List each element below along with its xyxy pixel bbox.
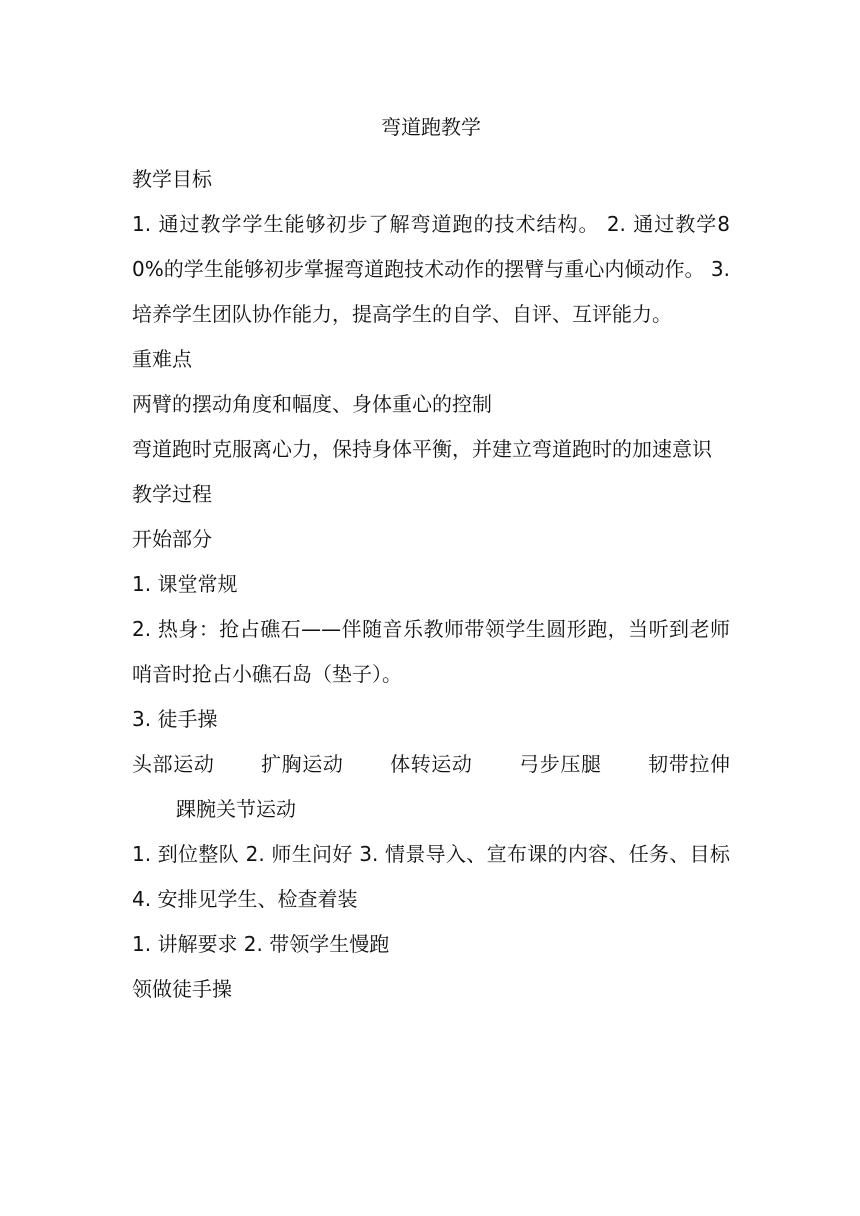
start-item-3: 3. 徒手操: [132, 707, 218, 731]
start-item-2: 2. 热身：抢占礁石——伴随音乐教师带领学生圆形跑，当听到老师哨音时抢占小礁石岛（垫子）。: [132, 617, 730, 686]
start-heading: 开始部分: [132, 527, 212, 551]
student-steps: 1. 讲解要求 2. 带领学生慢跑: [132, 932, 390, 956]
key-points-heading: 重难点: [132, 347, 192, 371]
goals-heading: 教学目标: [132, 167, 212, 191]
document-page: [132, 112, 730, 1012]
exercise-1: 头部运动: [132, 752, 215, 776]
exercise-6: 踝腕关节运动: [176, 797, 296, 821]
exercise-4: 弓步压腿: [518, 752, 602, 776]
key-point-2: 弯道跑时克服离心力，保持身体平衡，并建立弯道跑时的加速意识: [132, 437, 712, 461]
goals-paragraph: 1. 通过教学学生能够初步了解弯道跑的技术结构。 2. 通过教学80%的学生能够初步掌握弯道跑技术动作的摆臂与重心内倾动作。 3. 培养学生团队协作能力，提高学生的自学、自评、互评能力。: [132, 212, 730, 326]
key-point-1: 两臂的摆动角度和幅度、身体重心的控制: [132, 392, 492, 416]
start-item-1: 1. 课堂常规: [132, 572, 238, 596]
exercise-5: 韧带拉伸: [647, 752, 731, 776]
teacher-steps: 1. 到位整队 2. 师生问好 3. 情景导入、宣布课的内容、任务、目标 4. 安排见学生、检查着装: [132, 842, 730, 911]
lead-exercise: 领做徒手操: [132, 977, 232, 1001]
document-title: 弯道跑教学: [381, 115, 481, 139]
exercise-2: 扩胸运动: [260, 752, 344, 776]
process-heading: 教学过程: [132, 482, 212, 506]
exercise-3: 体转运动: [389, 752, 473, 776]
exercise-list: [132, 742, 730, 832]
